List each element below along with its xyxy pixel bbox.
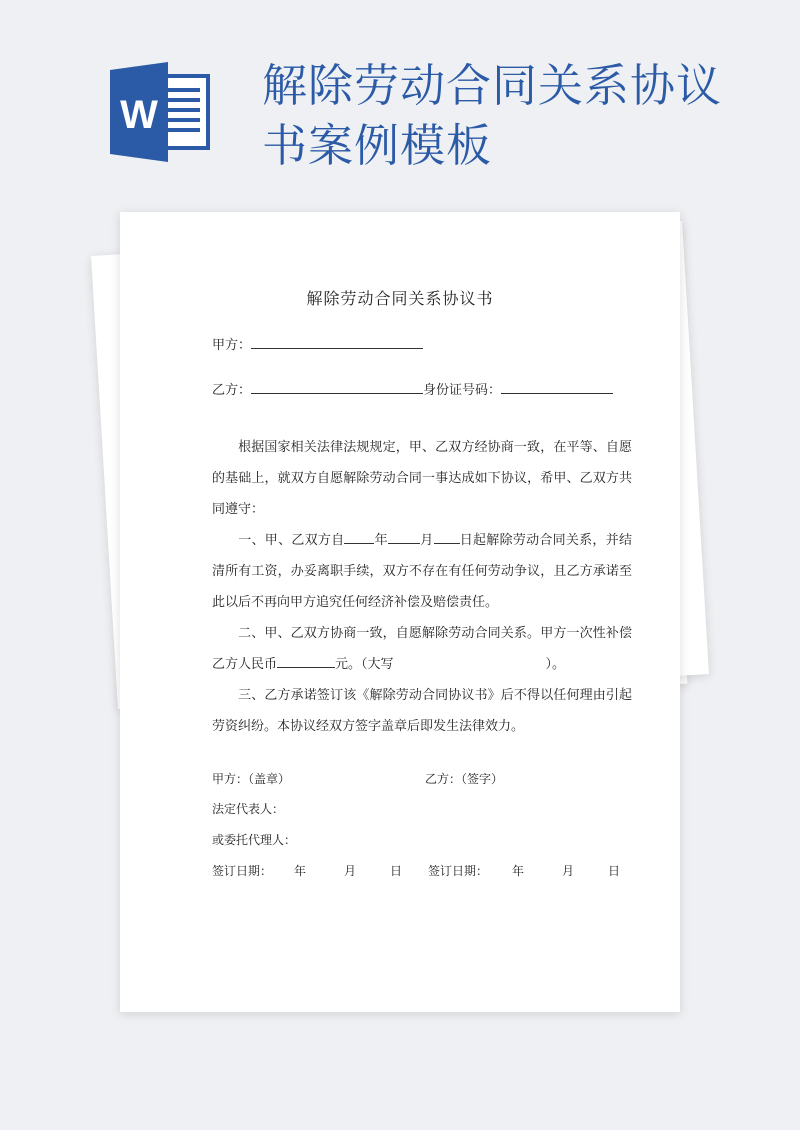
month-blank bbox=[388, 530, 420, 544]
document-page bbox=[120, 212, 680, 1012]
document-title: 解除劳动合同关系协议书 bbox=[306, 289, 494, 308]
party-a-blank bbox=[251, 335, 423, 349]
intro-paragraph bbox=[212, 432, 632, 525]
clause-1-rest: 日起解除劳动合同关系，并结清所有工资，办妥离职手续，双方不存在有任何劳动争议，且乙方承诺至此以后不再向甲方追究任何经济补偿及赔偿责任。 bbox=[212, 533, 632, 610]
party-a-date-year: 年 bbox=[294, 864, 307, 878]
party-b-sign-date-label: 签订日期： bbox=[428, 864, 489, 878]
clause-1-month: 月 bbox=[419, 533, 434, 548]
party-a-date-day: 日 bbox=[390, 864, 403, 878]
year-blank bbox=[344, 530, 374, 544]
agent-label: 或委托代理人： bbox=[212, 833, 297, 847]
clause-2-close: ）。 bbox=[545, 657, 566, 672]
intro-text: 根据国家相关法律法规规定，甲、乙双方经协商一致，在平等、自愿的基础上，就双方自愿解除劳动合同一事达成如下协议，希甲、乙双方共同遵守： bbox=[212, 440, 632, 517]
clause-3-text: 三、乙方承诺签订该《解除劳动合同协议书》后不得以任何理由引起劳资纠纷。本协议经双方签字盖章后即发生法律效力。 bbox=[212, 688, 632, 734]
clause-1-year: 年 bbox=[374, 533, 388, 548]
party-a-sign-date-label: 签订日期： bbox=[212, 864, 273, 878]
party-b-sign: 乙方：（签字） bbox=[425, 772, 504, 786]
page-title: 解除劳动合同关系协议书案例模板 bbox=[262, 59, 723, 172]
party-b-label: 乙方： bbox=[212, 383, 252, 398]
party-b-date-year: 年 bbox=[512, 864, 525, 878]
party-b-line bbox=[212, 379, 613, 398]
clause-3 bbox=[212, 680, 632, 742]
clause-2-yuan: 元。（大写 bbox=[335, 657, 394, 672]
word-icon-letter: W bbox=[120, 93, 158, 137]
amount-blank bbox=[277, 654, 335, 668]
party-a-seal: 甲方：（盖章） bbox=[212, 772, 291, 786]
party-b-blank bbox=[251, 380, 423, 394]
party-a-date-month: 月 bbox=[344, 864, 357, 878]
clause-2 bbox=[212, 618, 632, 680]
clause-1-prefix: 一、甲、乙双方自 bbox=[238, 533, 345, 548]
clause-1 bbox=[212, 525, 632, 618]
party-a-label: 甲方： bbox=[212, 338, 252, 353]
header bbox=[0, 0, 800, 200]
word-document-icon bbox=[110, 62, 214, 162]
day-blank bbox=[434, 530, 460, 544]
id-number-blank bbox=[501, 380, 613, 394]
party-a-line bbox=[212, 334, 423, 353]
legal-representative-label: 法定代表人： bbox=[212, 802, 285, 816]
party-b-date-month: 月 bbox=[562, 864, 575, 878]
party-b-date-day: 日 bbox=[608, 864, 621, 878]
id-number-label: 身份证号码： bbox=[423, 383, 502, 398]
clause-2-text: 二、甲、乙双方协商一致，自愿解除劳动合同关系。甲方一次性补偿乙方人民币 bbox=[212, 626, 632, 672]
